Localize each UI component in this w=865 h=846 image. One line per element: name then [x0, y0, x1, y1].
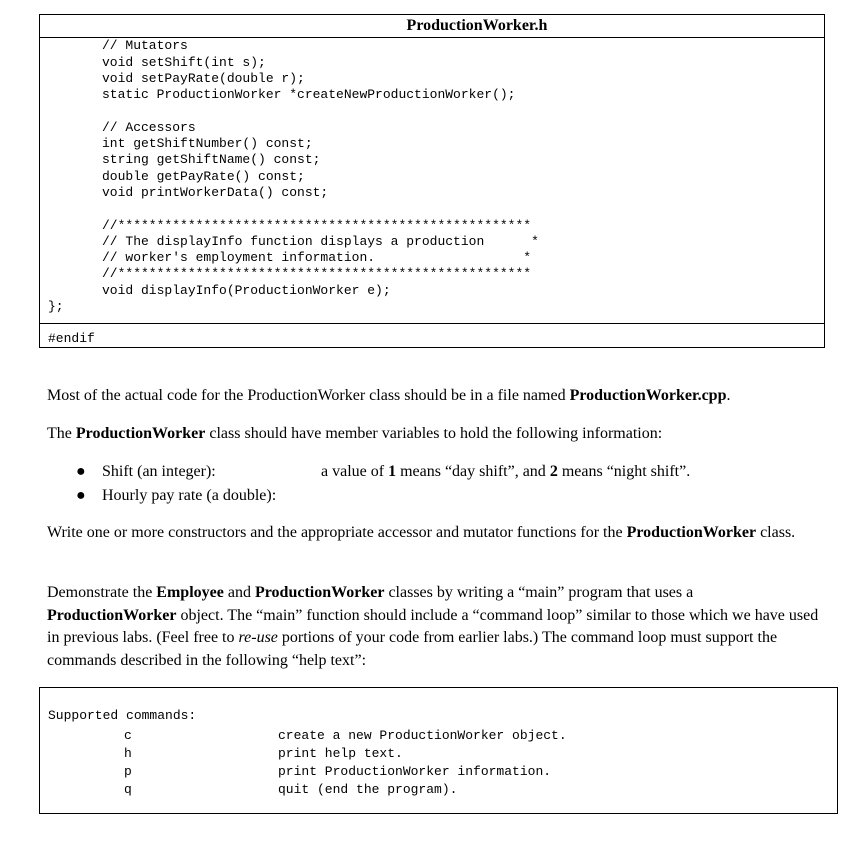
help-text-box	[39, 687, 838, 814]
command-key: q	[124, 782, 132, 797]
code-line: void setPayRate(double r);	[102, 71, 305, 86]
code-line: // The displayInfo function displays a production *	[102, 234, 539, 249]
code-line: // Accessors	[102, 120, 196, 135]
paragraph-cpp-file: Most of the actual code for the ProductionWorker class should be in a file named ProductionWorker.cpp.	[47, 387, 731, 404]
code-file-title: ProductionWorker.h	[40, 15, 824, 38]
bullet-pay-rate: ● Hourly pay rate (a double):	[102, 485, 276, 507]
code-divider	[40, 323, 824, 324]
bullet-shift: ● Shift (an integer):	[102, 461, 216, 483]
code-line: // worker's employment information. *	[102, 250, 532, 265]
code-line-endif: #endif	[48, 331, 95, 346]
paragraph-constructors: Write one or more constructors and the appropriate accessor and mutator functions for the ProductionWorker class.	[47, 524, 796, 541]
code-line: void printWorkerData() const;	[102, 185, 329, 200]
code-listing-box	[39, 14, 825, 348]
paragraph-member-variables: The ProductionWorker class should have member variables to hold the following information:	[47, 425, 663, 442]
code-line: string getShiftName() const;	[102, 152, 321, 167]
command-description: quit (end the program).	[278, 782, 458, 797]
bullet-shift-description: a value of 1 means “day shift”, and 2 means “night shift”.	[321, 463, 691, 480]
command-description: print ProductionWorker information.	[278, 764, 552, 779]
command-description: print help text.	[278, 746, 403, 761]
code-line: double getPayRate() const;	[102, 169, 305, 184]
code-line: void setShift(int s);	[102, 55, 266, 70]
command-description: create a new ProductionWorker object.	[278, 728, 567, 743]
command-key: h	[124, 746, 132, 761]
code-line: int getShiftNumber() const;	[102, 136, 313, 151]
command-key: c	[124, 728, 132, 743]
code-line: //*****************************************************	[102, 266, 532, 281]
bullet-dot: ●	[76, 487, 86, 504]
code-line: static ProductionWorker *createNewProductionWorker();	[102, 87, 516, 102]
code-line: // Mutators	[102, 38, 188, 53]
code-line-closing: };	[48, 299, 64, 314]
code-line: //*****************************************************	[102, 218, 532, 233]
bullet-dot: ●	[76, 463, 86, 480]
paragraph-demonstrate: Demonstrate the Employee and ProductionWorker classes by writing a “main” program that uses a ProductionWorker object. The “main” function should include a “command loop” similar to those which we have used in previous labs. (Feel free to re-use portions of your code from earlier labs.) The command loop must support the commands described in the following “help text”:	[47, 584, 819, 669]
help-heading: Supported commands:	[48, 708, 197, 723]
code-line: void displayInfo(ProductionWorker e);	[102, 283, 391, 298]
command-key: p	[124, 764, 132, 779]
